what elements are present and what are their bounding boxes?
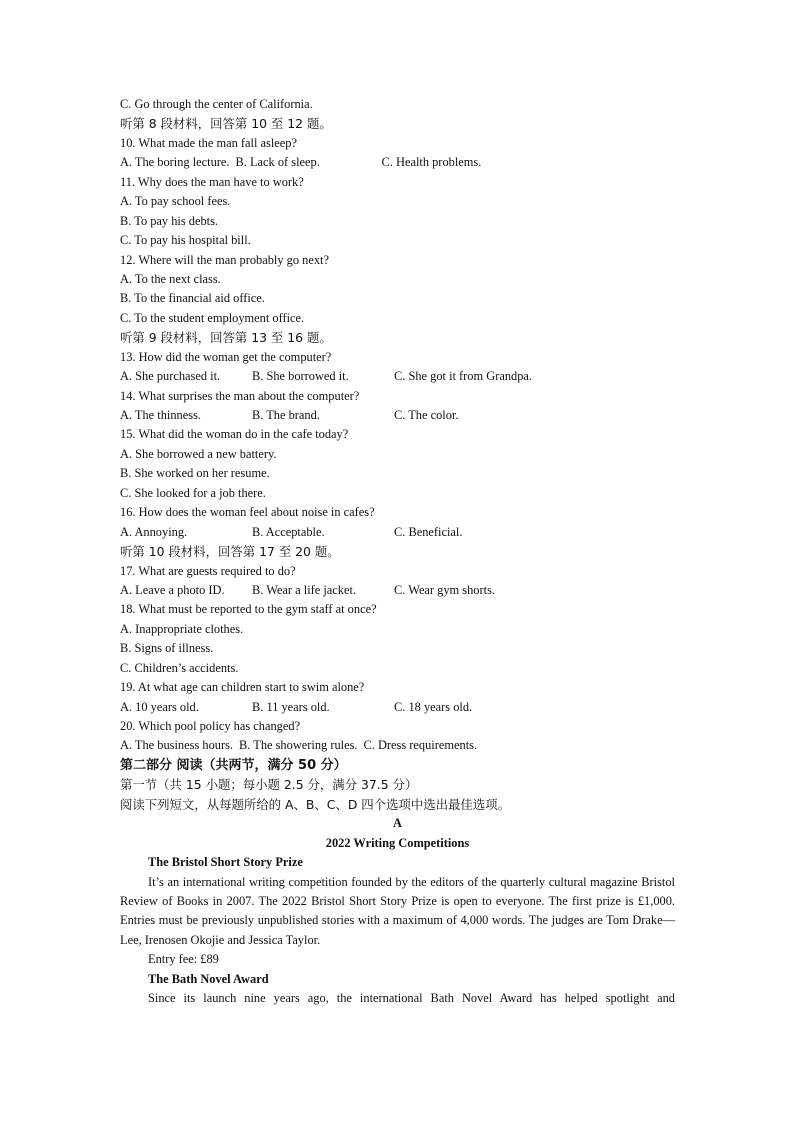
question-13: 13. How did the woman get the computer?: [120, 349, 332, 364]
option-c: C. 18 years old.: [394, 699, 473, 714]
option-b: B. The brand.: [252, 408, 320, 422]
option-b: B. To pay his debts.: [120, 213, 219, 228]
question-17: 17. What are guests required to do?: [120, 563, 296, 578]
paragraph: It’s an international writing competition founded by the editors of the quarterly cultural magazine Bristol Review of Books in 2007. The 2022 Bristol Short Story Prize is open to everyone. The first prize is £1,000. Entries must be previously unpublished stories with a maximum of 4,000 words. The judges are Tom Drake—Lee, Irenosen Okojie and Jessica Taylor.: [120, 874, 675, 947]
option-a: A. The business hours.: [120, 738, 234, 753]
option-a: A. Leave a photo ID.: [120, 582, 225, 597]
question-20: 20. Which pool policy has changed?: [120, 719, 301, 733]
option-a: A. To the next class.: [120, 271, 221, 286]
options-17: [120, 581, 675, 600]
section-instruction: 听第 10 段材料，回答第 17 至 20 题。: [120, 544, 340, 560]
section-instruction: 听第 8 段材料，回答第 10 至 12 题。: [120, 116, 332, 132]
option-a: A. Inappropriate clothes.: [120, 621, 244, 636]
options-10: [120, 153, 675, 172]
competition-heading: The Bath Novel Award: [148, 971, 269, 986]
question-10: 10. What made the man fall asleep?: [120, 135, 297, 150]
option-a: A. The thinness.: [120, 408, 201, 422]
option-c: C. She got it from Grandpa.: [394, 369, 532, 384]
option-a: A. She borrowed a new battery.: [120, 446, 277, 461]
passage-letter: A: [393, 816, 402, 831]
question-14: 14. What surprises the man about the computer?: [120, 388, 360, 403]
question-15: 15. What did the woman do in the cafe today?: [120, 427, 349, 442]
option-c: C. Wear gym shorts.: [394, 582, 495, 597]
option-b: B. Wear a life jacket.: [252, 582, 357, 597]
section-instruction: 听第 9 段材料，回答第 13 至 16 题。: [120, 330, 332, 346]
option-b: B. She worked on her resume.: [120, 466, 270, 481]
option-a: A. To pay school fees.: [120, 194, 231, 209]
paragraph: Since its launch nine years ago, the international Bath Novel Award has helped spotlight and: [148, 991, 675, 1006]
question-12: 12. Where will the man probably go next?: [120, 252, 329, 267]
question-19: 19. At what age can children start to swim alone?: [120, 680, 365, 695]
question-16: 16. How does the woman feel about noise in cafes?: [120, 505, 375, 520]
section-heading: 第一节（共 15 小题；每小题 2.5 分，满分 37.5 分）: [120, 777, 418, 793]
option-c: C. To pay his hospital bill.: [120, 233, 251, 248]
option-a: A. The boring lecture.: [120, 155, 230, 170]
options-20: [120, 736, 675, 755]
options-13: [120, 367, 675, 386]
option-c: C. Beneficial.: [394, 524, 463, 539]
option-a: A. 10 years old.: [120, 699, 199, 714]
option-line: C. Go through the center of California.: [120, 97, 313, 111]
option-b: B. To the financial aid office.: [120, 291, 265, 306]
options-16: [120, 523, 675, 542]
option-b: B. Lack of sleep.: [235, 155, 320, 170]
entry-fee: Entry fee: £89: [148, 952, 219, 967]
option-b: B. Signs of illness.: [120, 641, 214, 656]
option-b: B. The showering rules.: [239, 738, 358, 753]
option-c: C. Dress requirements.: [363, 738, 478, 753]
reading-instruction: 阅读下列短文，从每题所给的 A、B、C、D 四个选项中选出最佳选项。: [120, 796, 510, 812]
option-b: B. She borrowed it.: [252, 369, 349, 384]
page-content: [120, 95, 675, 1009]
options-19: [120, 698, 675, 717]
option-b: B. Acceptable.: [252, 524, 325, 539]
part-title: 第二部分 阅读（共两节，满分 50 分）: [120, 757, 347, 773]
passage-title: 2022 Writing Competitions: [325, 835, 470, 850]
option-a: A. She purchased it.: [120, 369, 221, 384]
question-18: 18. What must be reported to the gym staff at once?: [120, 602, 377, 617]
option-c: C. To the student employment office.: [120, 310, 305, 325]
option-c: C. Children’s accidents.: [120, 660, 239, 675]
option-c: C. Health problems.: [381, 155, 482, 170]
option-c: C. The color.: [394, 408, 459, 422]
option-b: B. 11 years old.: [252, 699, 330, 714]
competition-heading: The Bristol Short Story Prize: [148, 855, 303, 870]
question-11: 11. Why does the man have to work?: [120, 174, 304, 189]
options-14: [120, 406, 675, 425]
option-a: A. Annoying.: [120, 524, 188, 539]
option-c: C. She looked for a job there.: [120, 485, 266, 500]
